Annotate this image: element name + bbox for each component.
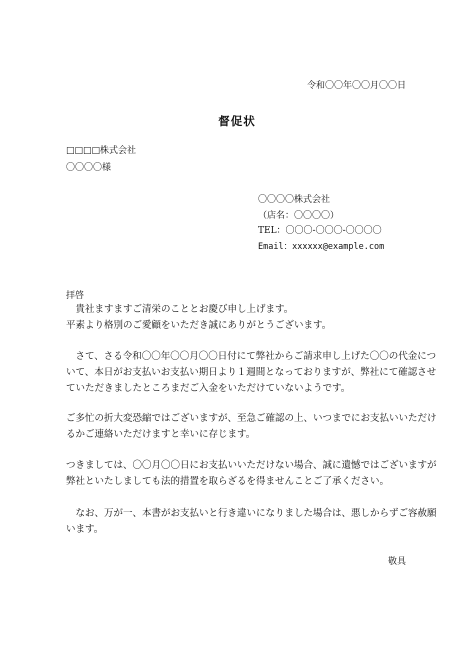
paragraph-line: います。 <box>66 524 104 535</box>
paragraph-line: なお、万が一、本書がお支払いと行き違いになりました場合は、悪しからずご容赦願 <box>66 508 437 519</box>
closing-salutation: 敬具 <box>387 557 406 567</box>
sender-email: Email：xxxxxx@example.com <box>258 242 385 252</box>
document-title: 督促状 <box>218 114 256 128</box>
opening-salutation: 拝啓 <box>66 291 85 301</box>
greeting-paragraph <box>66 302 416 334</box>
recipient-company: □□□□株式会社 <box>66 146 137 156</box>
paragraph-line: 貴社ますますご清栄のこととお慶び申し上げます。 <box>66 304 294 315</box>
paragraph-line: いて、本日がお支払いお支払い期日より１週間となっておりますが、弊社にて確認させ <box>66 367 437 378</box>
sender-store: （店名：〇〇〇〇） <box>258 211 340 221</box>
paragraph-line: るかご連絡いただけますと幸いに存じます。 <box>66 429 256 440</box>
paragraph-line: 弊社といたしましても法的措置を取らざるを得ませんことご了承ください。 <box>66 476 390 487</box>
document-date: 令和〇〇年〇〇月〇〇日 <box>306 81 406 91</box>
request-paragraph <box>66 411 437 443</box>
paragraph-line: 平素より格別のご愛顧をいただき誠にありがとうございます。 <box>66 320 332 331</box>
paragraph-line: ご多忙の折大変恐縮ではございますが、至急ご確認の上、いつまでにお支払いいただけ <box>66 413 437 424</box>
apology-paragraph <box>66 506 437 538</box>
payment-paragraph <box>66 349 437 397</box>
legal-paragraph <box>66 458 437 490</box>
paragraph-line: つきましては、〇〇月〇〇日にお支払いいただけない場合、誠に遺憾ではございますが <box>66 460 437 471</box>
sender-tel: TEL：〇〇〇-〇〇〇-〇〇〇〇 <box>258 226 382 236</box>
sender-company: 〇〇〇〇株式会社 <box>258 195 331 205</box>
recipient-person: 〇〇〇〇様 <box>66 163 112 173</box>
paragraph-line: さて、さる令和〇〇年〇〇月〇〇日付にて弊社からご請求申し上げた〇〇の代金につ <box>66 351 437 362</box>
paragraph-line: ていただきましたところまだご入金をいただけていないようです。 <box>66 383 351 394</box>
